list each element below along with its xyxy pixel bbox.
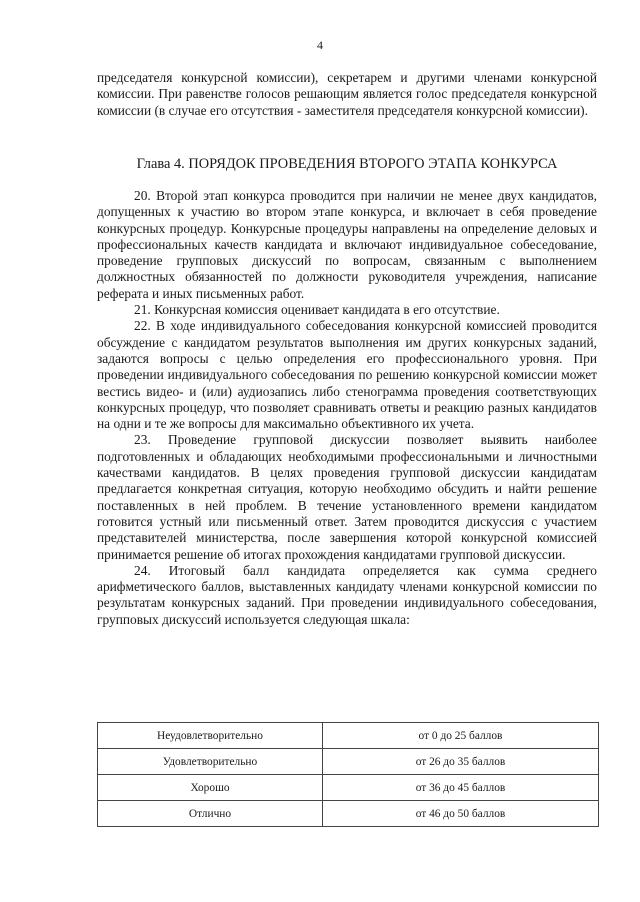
page-number: 4 [317,38,323,52]
points-range-cell: от 26 до 35 баллов [323,749,599,775]
chapter-heading: Глава 4. ПОРЯДОК ПРОВЕДЕНИЯ ВТОРОГО ЭТАПА КОНКУРСА [136,156,558,172]
grade-cell: Удовлетворительно [98,749,323,775]
paragraph-23: 23. Проведение групповой дискуссии позволяет выявить наиболее подготовленных и обладающих необходимыми профессиональными и личностными качествами кандидатов. В целях проведения групповой дискуссии кандидатам предлагается конкретная ситуация, которую необходимо обсудить и найти решение поставленных в ней проблем. В течение установленного времени кандидатом готовится устный или письменный ответ. Затем проводится дискуссия с участием представителей министерства, после завершения которой конкурсной комиссией принимается решение об итогах прохождения кандидатами групповой дискуссии. [97,432,597,562]
grade-cell: Отлично [98,801,323,827]
chapter-body [97,188,597,628]
table-row [98,749,599,775]
table-row [98,801,599,827]
points-range-cell: от 46 до 50 баллов [323,801,599,827]
score-scale-table [97,722,599,827]
grade-cell: Неудовлетворительно [98,723,323,749]
table-row [98,775,599,801]
continued-paragraph [97,70,597,119]
paragraph-21: 21. Конкурсная комиссия оценивает кандидата в его отсутствие. [134,302,500,318]
grade-cell: Хорошо [98,775,323,801]
paragraph-24: 24. Итоговый балл кандидата определяется как сумма среднего арифметического баллов, выставленных кандидату членами конкурсной комиссии по результатам конкурсных заданий. При проведении индивидуального собеседования, групповых дискуссий используется следующая шкала: [97,562,597,627]
paragraph-text: председателя конкурсной комиссии), секретарем и другими членами конкурсной комиссии. При равенстве голосов решающим является голос председателя конкурсной комиссии (в случае его отсутствия - заместителя председателя конкурсной комиссии). [97,70,597,118]
table-row [98,723,599,749]
points-range-cell: от 36 до 45 баллов [323,775,599,801]
paragraph-20: 20. Второй этап конкурса проводится при наличии не менее двух кандидатов, допущенных к участию во втором этапе конкурса, и включает в себя проведение конкурсных процедур. Конкурсные процедуры направлены на определение деловых и профессиональных качеств кандидата и включают индивидуальное собеседование, проведение групповых дискуссий по вопросам, связанным с выполнением должностных обязанностей по должности руководителя учреждения, написание реферата и иных письменных работ. [97,188,597,301]
points-range-cell: от 0 до 25 баллов [323,723,599,749]
paragraph-22: 22. В ходе индивидуального собеседования конкурсной комиссией проводится обсуждение с кандидатом результатов выполнения им других конкурсных заданий, задаются вопросы с целью определения его профессионального уровня. При проведении индивидуального собеседования по решению конкурсной комиссии может вестись видео- и (или) аудиозапись либо стенограмма проведения соответствующих конкурсных процедур, что позволяет сравнивать ответы и реакцию разных кандидатов на одни и те же вопросы для максимально объективного их учета. [97,318,597,432]
